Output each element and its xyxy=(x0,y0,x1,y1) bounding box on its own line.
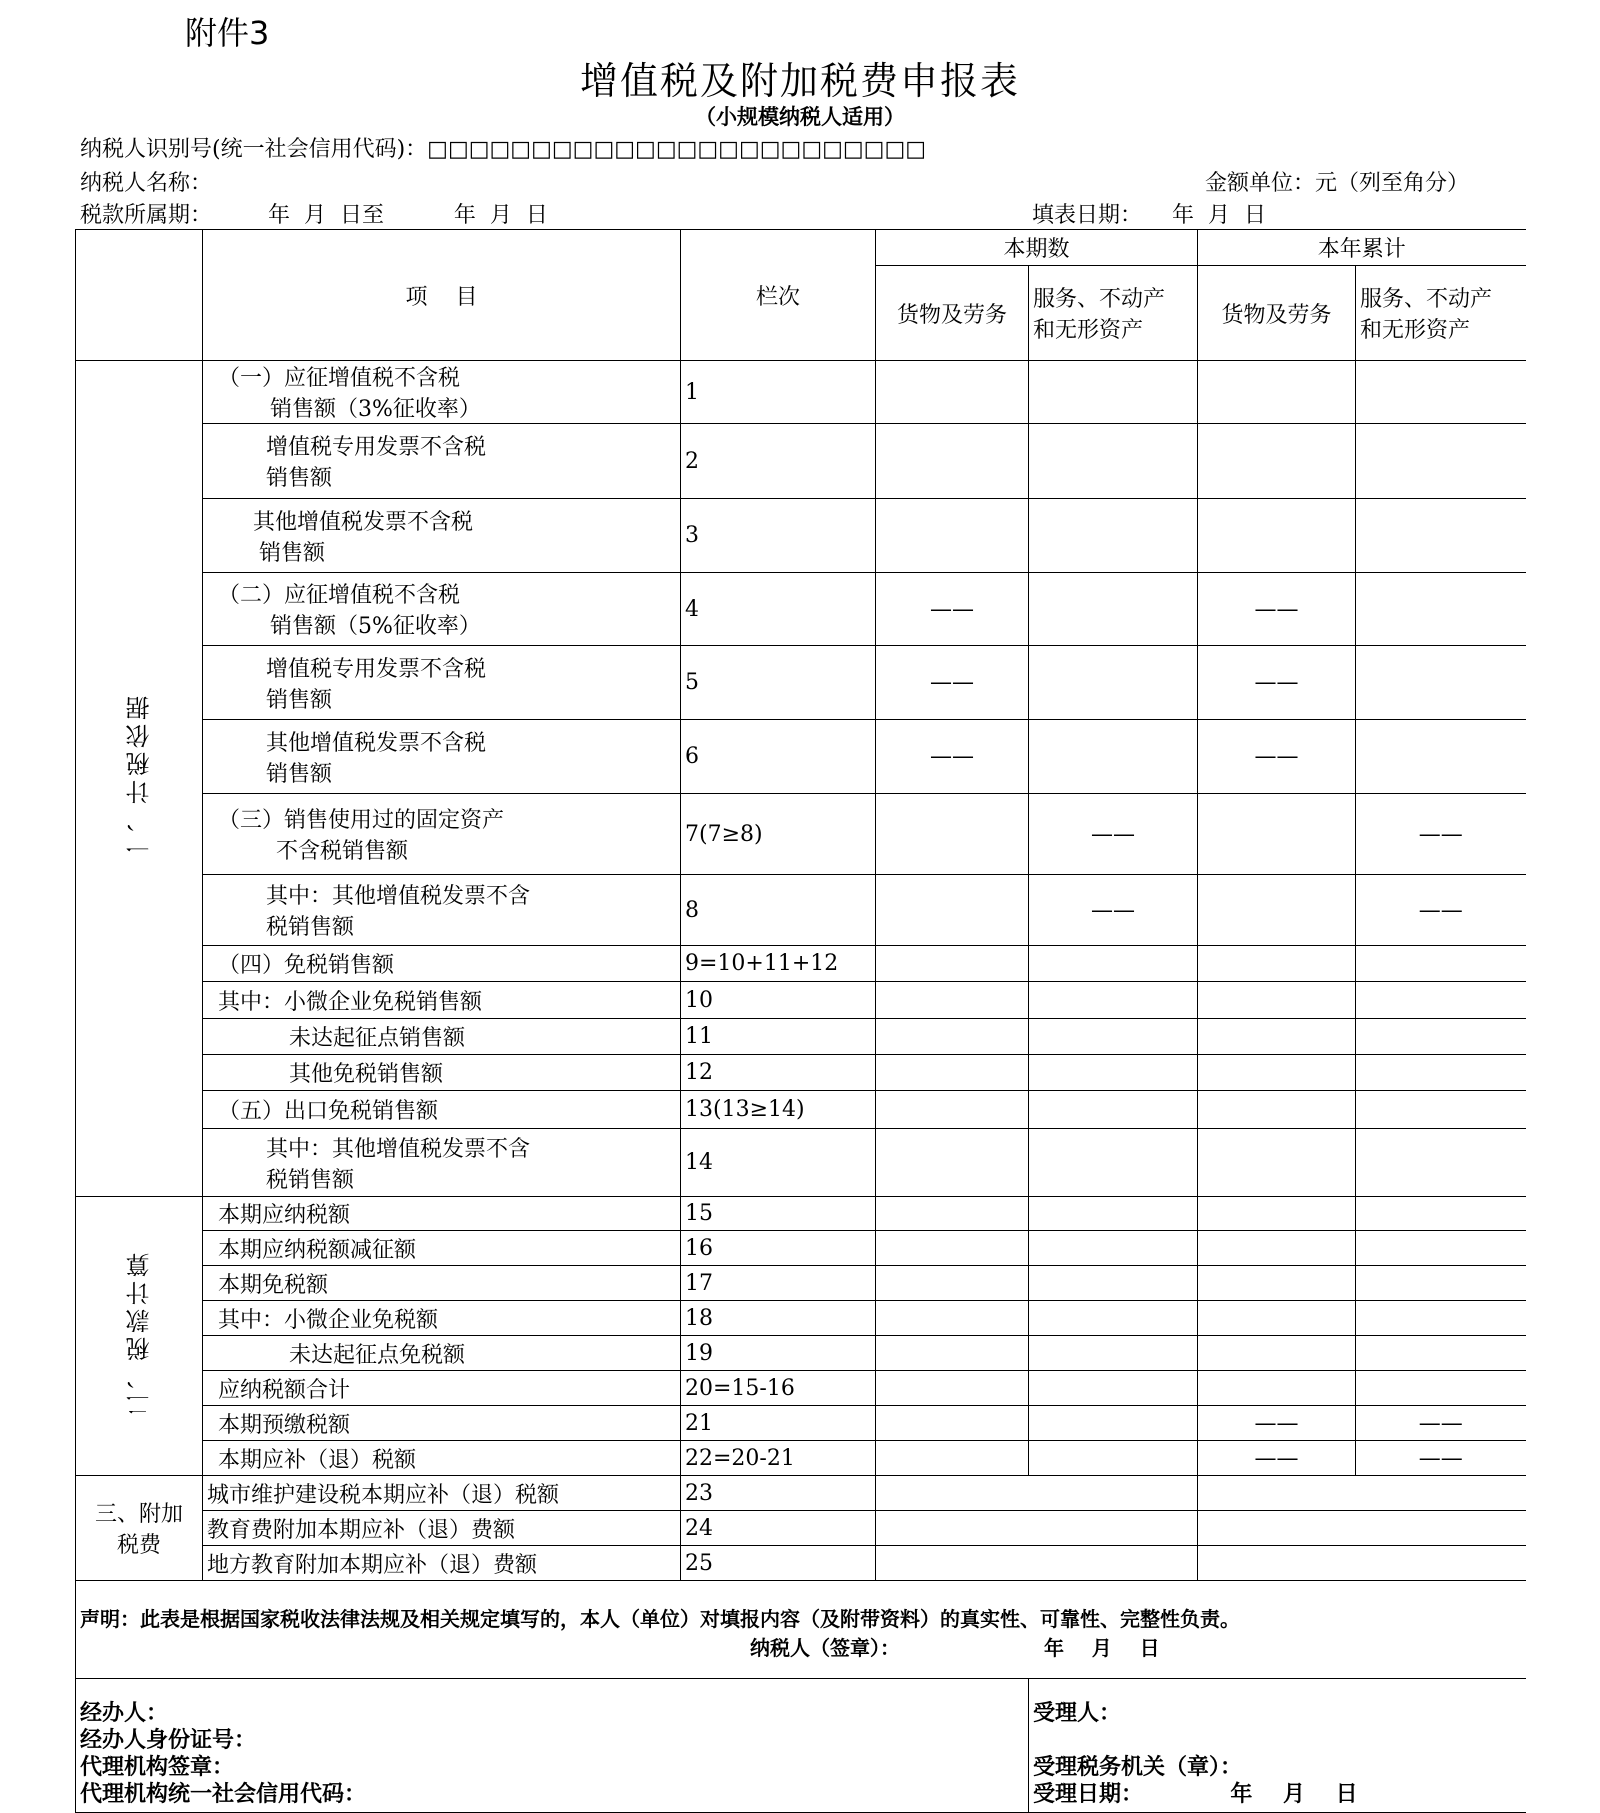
input-cell[interactable] xyxy=(1198,946,1356,982)
input-cell[interactable] xyxy=(1029,1197,1198,1231)
input-cell[interactable] xyxy=(1198,424,1356,499)
input-cell[interactable] xyxy=(1198,1019,1356,1055)
input-cell[interactable] xyxy=(1356,946,1526,982)
row-label: 其中：小微企业免税销售额 xyxy=(203,982,681,1019)
input-cell[interactable] xyxy=(1029,1266,1198,1301)
input-cell[interactable] xyxy=(876,982,1029,1019)
row-label: 本期应补（退）税额 xyxy=(203,1441,681,1476)
row-label: 本期预缴税额 xyxy=(203,1406,681,1441)
header-goods-current: 货物及劳务 xyxy=(876,266,1029,361)
row-index: 23 xyxy=(681,1476,876,1511)
input-cell[interactable] xyxy=(876,1301,1029,1336)
tax-office-label: 受理税务机关（章）： xyxy=(1033,1753,1243,1780)
input-cell[interactable] xyxy=(1029,1231,1198,1266)
tax-period-label: 税款所属期： xyxy=(80,203,213,228)
na-cell: —— xyxy=(876,720,1029,794)
header-year-to-date: 本年累计 xyxy=(1198,230,1526,266)
input-cell[interactable] xyxy=(876,1019,1029,1055)
input-cell[interactable] xyxy=(1356,573,1526,646)
input-cell[interactable] xyxy=(1029,1406,1198,1441)
form-title: 增值税及附加税费申报表 xyxy=(579,59,1020,103)
input-cell[interactable] xyxy=(1198,1301,1356,1336)
agent-info-cell xyxy=(76,1679,1029,1813)
input-cell[interactable] xyxy=(876,1441,1029,1476)
input-cell[interactable] xyxy=(1029,720,1198,794)
input-cell[interactable] xyxy=(876,1371,1029,1406)
input-cell[interactable] xyxy=(876,1197,1029,1231)
row-label: 地方教育附加本期应补（退）费额 xyxy=(203,1546,681,1581)
header-blank xyxy=(76,230,203,361)
input-cell[interactable] xyxy=(1356,646,1526,720)
input-cell[interactable] xyxy=(1198,1511,1526,1546)
input-cell[interactable] xyxy=(1029,424,1198,499)
input-cell[interactable] xyxy=(876,499,1029,573)
input-cell[interactable] xyxy=(876,1546,1198,1581)
input-cell[interactable] xyxy=(1356,1055,1526,1091)
input-cell[interactable] xyxy=(1198,875,1356,946)
na-cell: —— xyxy=(1029,794,1198,875)
input-cell[interactable] xyxy=(1029,1129,1198,1197)
row-index: 25 xyxy=(681,1546,876,1581)
row-label: 城市维护建设税本期应补（退）税额 xyxy=(203,1476,681,1511)
receiver-info-cell xyxy=(1029,1679,1526,1813)
input-cell[interactable] xyxy=(1356,1091,1526,1129)
row-index: 21 xyxy=(681,1406,876,1441)
attachment-label: 附件3 xyxy=(185,14,270,52)
row-index: 2 xyxy=(681,424,876,499)
row-label: 未达起征点免税额 xyxy=(203,1336,681,1371)
input-cell[interactable] xyxy=(1029,499,1198,573)
row-index: 19 xyxy=(681,1336,876,1371)
row-label: 增值税专用发票不含税 销售额 xyxy=(203,646,681,720)
section-surcharges: 三、附加 税费 xyxy=(76,1476,203,1581)
input-cell[interactable] xyxy=(1198,1266,1356,1301)
input-cell[interactable] xyxy=(876,1091,1029,1129)
input-cell[interactable] xyxy=(876,794,1029,875)
row-index: 24 xyxy=(681,1511,876,1546)
input-cell[interactable] xyxy=(876,875,1029,946)
row-index: 8 xyxy=(681,875,876,946)
row-index: 16 xyxy=(681,1231,876,1266)
input-cell[interactable] xyxy=(876,946,1029,982)
header-current-period: 本期数 xyxy=(876,230,1198,266)
input-cell[interactable] xyxy=(876,1055,1029,1091)
row-index: 10 xyxy=(681,982,876,1019)
taxpayer-id-label: 纳税人识别号(统一社会信用代码)：□□□□□□□□□□□□□□□□□□□□□□□□ xyxy=(80,137,927,162)
input-cell[interactable] xyxy=(876,1266,1029,1301)
input-cell[interactable] xyxy=(1029,1019,1198,1055)
fill-date-label: 填表日期： xyxy=(1032,203,1143,228)
taxpayer-signature-line: 纳税人（签章）： 年 月 日 xyxy=(750,1636,1160,1660)
handler-label: 经办人： xyxy=(80,1699,169,1726)
input-cell[interactable] xyxy=(1029,1301,1198,1336)
input-cell[interactable] xyxy=(1029,1371,1198,1406)
input-cell[interactable] xyxy=(1198,1371,1356,1406)
agency-code-label: 代理机构统一社会信用代码： xyxy=(80,1780,367,1807)
input-cell[interactable] xyxy=(1356,1231,1526,1266)
na-cell: —— xyxy=(1198,1441,1356,1476)
input-cell[interactable] xyxy=(1029,1441,1198,1476)
row-index: 13(13≥14) xyxy=(681,1091,876,1129)
row-index: 17 xyxy=(681,1266,876,1301)
input-cell[interactable] xyxy=(876,1511,1198,1546)
row-index: 18 xyxy=(681,1301,876,1336)
input-cell[interactable] xyxy=(1356,720,1526,794)
header-line: 栏次 xyxy=(681,230,876,361)
row-index: 9=10+11+12 xyxy=(681,946,876,982)
input-cell[interactable] xyxy=(1356,424,1526,499)
input-cell[interactable] xyxy=(1356,499,1526,573)
na-cell: —— xyxy=(876,573,1029,646)
input-cell[interactable] xyxy=(1356,1019,1526,1055)
row-index: 22=20-21 xyxy=(681,1441,876,1476)
na-cell: —— xyxy=(1356,1406,1526,1441)
na-cell: —— xyxy=(1198,1406,1356,1441)
section-tax-calculation: 二、税款计算 xyxy=(76,1197,203,1476)
input-cell[interactable] xyxy=(1029,1091,1198,1129)
input-cell[interactable] xyxy=(1198,361,1356,424)
input-cell[interactable] xyxy=(1356,1266,1526,1301)
header-item: 项 目 xyxy=(203,230,681,361)
input-cell[interactable] xyxy=(1029,573,1198,646)
na-cell: —— xyxy=(876,646,1029,720)
input-cell[interactable] xyxy=(1029,982,1198,1019)
na-cell: —— xyxy=(1198,646,1356,720)
row-index: 5 xyxy=(681,646,876,720)
input-cell[interactable] xyxy=(1029,1336,1198,1371)
row-label: 本期应纳税额减征额 xyxy=(203,1231,681,1266)
row-label: （二）应征增值税不含税 销售额（5%征收率） xyxy=(203,573,681,646)
row-label: 其他增值税发票不含税 销售额 xyxy=(203,499,681,573)
row-label: （一）应征增值税不含税 销售额（3%征收率） xyxy=(203,361,681,424)
input-cell[interactable] xyxy=(1029,646,1198,720)
input-cell[interactable] xyxy=(876,1336,1029,1371)
receive-date: 受理日期： 年 月 日 xyxy=(1033,1780,1358,1807)
na-cell: —— xyxy=(1029,875,1198,946)
input-cell[interactable] xyxy=(1198,1546,1526,1581)
input-cell[interactable] xyxy=(1198,1336,1356,1371)
row-label: （三）销售使用过的固定资产 不含税销售额 xyxy=(203,794,681,875)
agency-seal-label: 代理机构签章： xyxy=(80,1753,235,1780)
row-label: 本期免税额 xyxy=(203,1266,681,1301)
input-cell[interactable] xyxy=(1198,1476,1526,1511)
row-label: 应纳税额合计 xyxy=(203,1371,681,1406)
row-index: 3 xyxy=(681,499,876,573)
input-cell[interactable] xyxy=(1356,1371,1526,1406)
taxpayer-name-label: 纳税人名称： xyxy=(80,171,213,196)
header-services-current: 服务、不动产 和无形资产 xyxy=(1029,266,1198,361)
row-label: 其他增值税发票不含税 销售额 xyxy=(203,720,681,794)
header-goods-ytd: 货物及劳务 xyxy=(1198,266,1356,361)
input-cell[interactable] xyxy=(1029,946,1198,982)
receiver-label: 受理人： xyxy=(1033,1699,1122,1726)
na-cell: —— xyxy=(1356,875,1526,946)
row-label: 教育费附加本期应补（退）费额 xyxy=(203,1511,681,1546)
row-index: 14 xyxy=(681,1129,876,1197)
input-cell[interactable] xyxy=(876,1129,1029,1197)
na-cell: —— xyxy=(1198,720,1356,794)
input-cell[interactable] xyxy=(1198,1055,1356,1091)
input-cell[interactable] xyxy=(1198,1129,1356,1197)
na-cell: —— xyxy=(1356,794,1526,875)
fill-date-value: 年 月 日 xyxy=(1172,203,1266,228)
declaration-table xyxy=(75,229,1526,1813)
declaration-cell xyxy=(76,1581,1526,1679)
row-label: 其中：其他增值税发票不含 税销售额 xyxy=(203,875,681,946)
row-label: 未达起征点销售额 xyxy=(203,1019,681,1055)
row-index: 12 xyxy=(681,1055,876,1091)
header-services-ytd: 服务、不动产 和无形资产 xyxy=(1356,266,1526,361)
form-subtitle: （小规模纳税人适用） xyxy=(695,104,905,129)
row-index: 6 xyxy=(681,720,876,794)
input-cell[interactable] xyxy=(1198,499,1356,573)
row-label: 增值税专用发票不含税 销售额 xyxy=(203,424,681,499)
input-cell[interactable] xyxy=(1356,1336,1526,1371)
row-index: 15 xyxy=(681,1197,876,1231)
na-cell: —— xyxy=(1356,1441,1526,1476)
declaration-text: 声明：此表是根据国家税收法律法规及相关规定填写的，本人（单位）对填报内容（及附带资料）的真实性、可靠性、完整性负责。 xyxy=(80,1607,1240,1631)
input-cell[interactable] xyxy=(876,424,1029,499)
row-label: （五）出口免税销售额 xyxy=(203,1091,681,1129)
input-cell[interactable] xyxy=(1198,1197,1356,1231)
tax-period-value: 年 月 日至 年 月 日 xyxy=(268,203,548,228)
row-index: 4 xyxy=(681,573,876,646)
input-cell[interactable] xyxy=(1029,1055,1198,1091)
input-cell[interactable] xyxy=(1356,1129,1526,1197)
input-cell[interactable] xyxy=(1356,1301,1526,1336)
input-cell[interactable] xyxy=(1356,1197,1526,1231)
row-index: 11 xyxy=(681,1019,876,1055)
input-cell[interactable] xyxy=(876,1476,1198,1511)
row-label: 其中：其他增值税发票不含 税销售额 xyxy=(203,1129,681,1197)
input-cell[interactable] xyxy=(876,1406,1029,1441)
row-index: 7(7≥8) xyxy=(681,794,876,875)
input-cell[interactable] xyxy=(1356,982,1526,1019)
row-label: 本期应纳税额 xyxy=(203,1197,681,1231)
handler-id-label: 经办人身份证号： xyxy=(80,1726,257,1753)
section-tax-basis: 一、计税依据 xyxy=(76,361,203,1197)
input-cell[interactable] xyxy=(1029,361,1198,424)
input-cell[interactable] xyxy=(876,361,1029,424)
row-label: 其中：小微企业免税额 xyxy=(203,1301,681,1336)
na-cell: —— xyxy=(1198,573,1356,646)
input-cell[interactable] xyxy=(876,1231,1029,1266)
amount-unit: 金额单位：元（列至角分） xyxy=(1205,171,1470,196)
row-index: 1 xyxy=(681,361,876,424)
row-index: 20=15-16 xyxy=(681,1371,876,1406)
input-cell[interactable] xyxy=(1356,361,1526,424)
row-label: 其他免税销售额 xyxy=(203,1055,681,1091)
input-cell[interactable] xyxy=(1198,982,1356,1019)
input-cell[interactable] xyxy=(1198,1231,1356,1266)
row-label: （四）免税销售额 xyxy=(203,946,681,982)
input-cell[interactable] xyxy=(1198,1091,1356,1129)
input-cell[interactable] xyxy=(1198,794,1356,875)
